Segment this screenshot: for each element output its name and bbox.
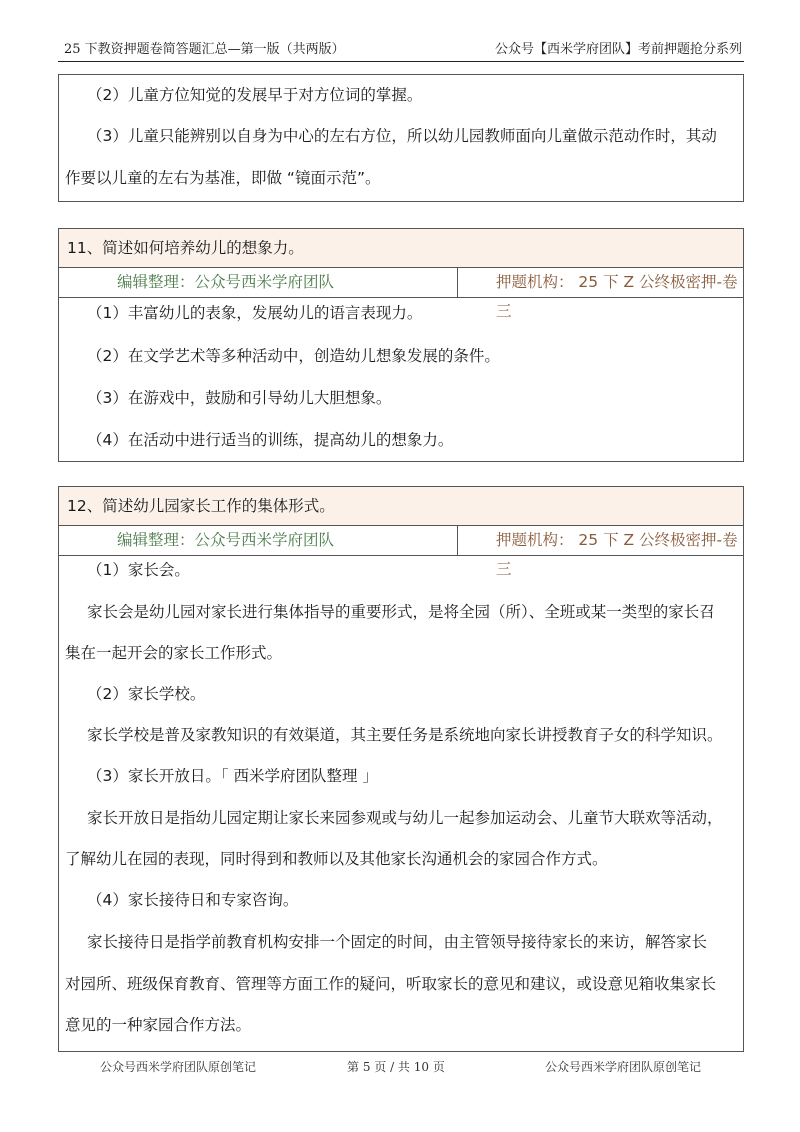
answer-line: 作要以儿童的左右为基准，即做 “镜面示范”。 xyxy=(65,169,381,187)
page-number: 第 5 页 / 共 10 页 xyxy=(347,1060,445,1074)
header-right-text: 公众号【西米学府团队】考前押题抢分系列 xyxy=(494,42,742,57)
answer-line: （3）儿童只能辨别以自身为中心的左右方位，所以幼儿园教师面向儿童做示范动作时，其动 xyxy=(87,127,717,145)
source-credit: 押题机构： 25 下 Z 公终极密押-卷三 xyxy=(496,273,738,320)
question-card-12 xyxy=(58,486,744,1052)
question-card-11 xyxy=(58,228,744,462)
editor-credit: 编辑整理：公众号西米学府团队 xyxy=(59,268,458,297)
source-credit: 押题机构： 25 下 Z 公终极密押-卷三 xyxy=(496,531,738,578)
answer-line: （4）在活动中进行适当的训练，提高幼儿的想象力。 xyxy=(87,431,454,449)
answer-line: （3）在游戏中，鼓励和引导幼儿大胆想象。 xyxy=(87,389,392,407)
question-title: 12、简述幼儿园家长工作的集体形式。 xyxy=(59,487,743,526)
answer-line: 家长学校是普及家教知识的有效渠道，其主要任务是系统地向家长讲授教育子女的科学知识。 xyxy=(87,726,723,744)
answer-line: 对园所、班级保育教育、管理等方面工作的疑问，听取家长的意见和建议，或设意见箱收集家长 xyxy=(65,975,717,993)
answer-line: 家长会是幼儿园对家长进行集体指导的重要形式，是将全园（所）、全班或某一类型的家长召 xyxy=(87,603,715,621)
question-title: 11、简述如何培养幼儿的想象力。 xyxy=(59,229,743,268)
answer-line: （2）在文学艺术等多种活动中，创造幼儿想象发展的条件。 xyxy=(87,347,500,365)
answer-line: 意见的一种家园合作方法。 xyxy=(65,1016,252,1034)
answer-line: 家长开放日是指幼儿园定期让家长来园参观或与幼儿一起参加运动会、儿童节大联欢等活动， xyxy=(87,809,723,827)
footer-right: 公众号西米学府团队原创笔记 xyxy=(545,1060,702,1074)
answer-block-continued xyxy=(58,74,744,202)
answer-line: （2）儿童方位知觉的发展早于对方位词的掌握。 xyxy=(87,86,423,104)
answer-line: （1）家长会。 xyxy=(87,561,190,579)
editor-credit: 编辑整理：公众号西米学府团队 xyxy=(59,526,458,555)
answer-line: 了解幼儿在园的表现，同时得到和教师以及其他家长沟通机会的家园合作方式。 xyxy=(65,850,608,868)
answer-line: （4）家长接待日和专家咨询。 xyxy=(87,891,299,909)
answer-line: （2）家长学校。 xyxy=(87,685,206,703)
page-header xyxy=(58,33,744,62)
header-left-text: 25 下教资押题卷简答题汇总—第一版（共两版） xyxy=(64,42,345,57)
answer-line: 集在一起开会的家长工作形式。 xyxy=(65,644,283,662)
footer-left: 公众号西米学府团队原创笔记 xyxy=(100,1060,257,1074)
answer-line: （1）丰富幼儿的表象，发展幼儿的语言表现力。 xyxy=(87,304,423,322)
answer-line: 家长接待日是指学前教育机构安排一个固定的时间，由主管领导接待家长的来访，解答家长 xyxy=(87,933,708,951)
answer-line: （3）家长开放日。「 西米学府团队整理 」 xyxy=(87,767,378,785)
